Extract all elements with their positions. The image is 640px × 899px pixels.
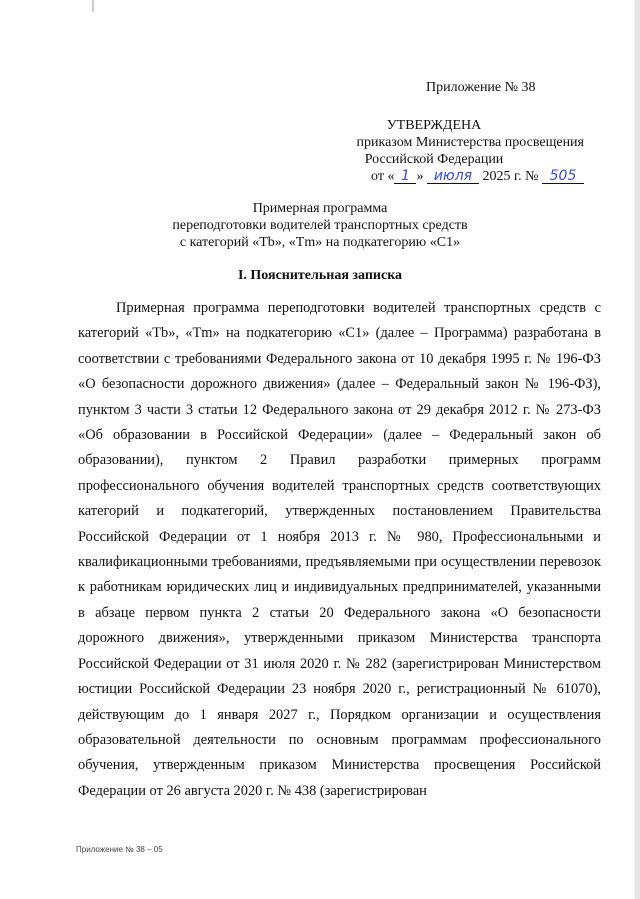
- date-suffix: 2025 г. №: [482, 169, 539, 184]
- title-line-1: Примерная программа: [252, 201, 388, 216]
- approval-block: [284, 117, 584, 185]
- section-heading: I. Пояснительная записка: [237, 268, 403, 283]
- approval-ministry: Российской Федерации: [364, 152, 504, 167]
- approval-date-line: [284, 168, 584, 185]
- program-title: [0, 200, 640, 251]
- annex-number: Приложение № 38: [426, 80, 536, 95]
- explanatory-paragraph: Примерная программа переподготовки водителей транспортных средств с категорий «Tb», «Tm» на подкатегорию «C1» (далее – Программа) разработана в соответствии с требованиями Федерального закона от 10 декабря 1995 г. № 196-ФЗ «О безопасности дорожного движения» (далее – Федеральный закон № 196-ФЗ), пунктом 3 части 3 статьи 12 Федерального закона от 29 декабря 2012 г. № 273-ФЗ «Об образовании в Российской Федерации» (далее – Федеральный закон об образовании), пунктом 2 Правил разработки примерных программ профессионального обучения водителей транспортных средств соответствующих категорий и подкатегорий, утвержденных постановлением Правительства Российской Федерации от 1 ноября 2013 г. № 980, Профессиональными и квалификационными требованиями, предъявляемыми при осуществлении перевозок к работникам юридических лиц и индивидуальных предпринимателей, указанными в абзаце первом пункта 2 статьи 20 Федерального закона «О безопасности дорожного движения», утвержденными приказом Министерства транспорта Российской Федерации от 31 июля 2020 г. № 282 (зарегистрирован Министерством юстиции Российской Федерации 23 ноября 2020 г., регистрационный № 61070), действующим до 1 января 2027 г., Порядком организации и осуществления образовательной деятельности по основным программам профессионального обучения, утвержденным приказом Министерства просвещения Российской Федерации от 26 августа 2020 г. № 438 (зарегистрирован: [78, 300, 601, 799]
- title-line-2: переподготовки водителей транспортных средств: [172, 218, 468, 233]
- date-mid: »: [416, 169, 424, 184]
- handwritten-day: 1: [394, 169, 416, 184]
- approval-order: приказом Министерства просвещения: [356, 135, 584, 150]
- page-footer: Приложение № 38 – 05: [76, 845, 163, 854]
- scan-mark: [92, 0, 94, 12]
- approval-title: УТВЕРЖДЕНА: [386, 118, 482, 133]
- date-prefix: от «: [371, 169, 395, 184]
- handwritten-order-number: 505: [542, 169, 584, 184]
- scan-edge-shadow: [635, 0, 640, 899]
- title-line-3: с категорий «Tb», «Tm» на подкатегорию «C1»: [179, 235, 461, 250]
- handwritten-month: июля: [427, 169, 479, 184]
